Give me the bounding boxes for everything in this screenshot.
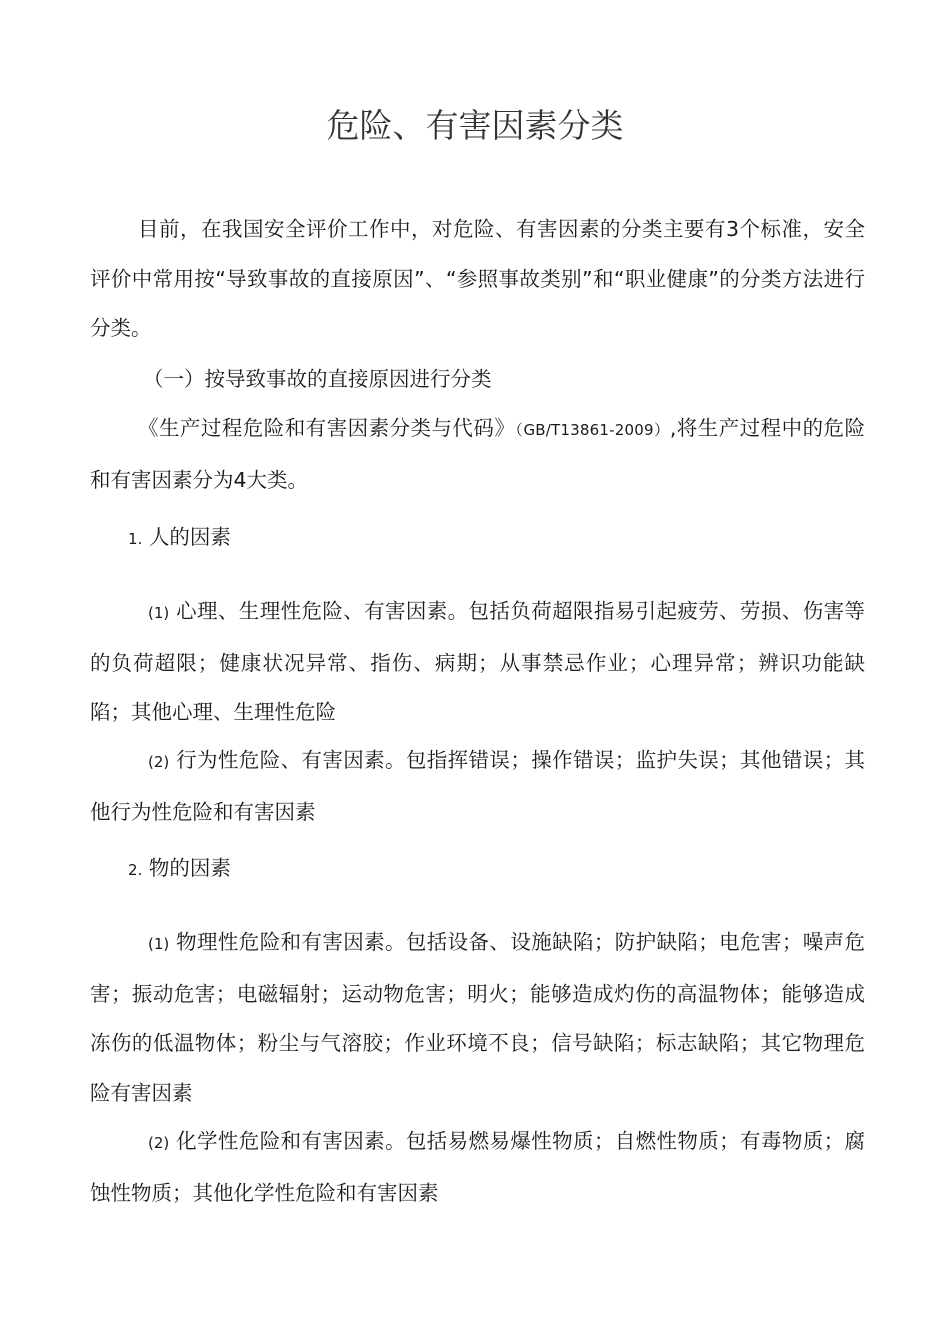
standard-code: （GB/T13861-2009）: [515, 421, 670, 439]
category-number: 2.: [128, 861, 143, 879]
category-label: 人的因素: [148, 525, 231, 549]
item-text: 化学性危险和有害因素。包括易燃易爆性物质；自燃性物质；有毒物质；腐蚀性物质；其他化学性危险和有害因素: [90, 1129, 865, 1205]
section-heading: （一）按导致事故的直接原因进行分类: [143, 367, 492, 391]
category-heading-human: [128, 522, 231, 554]
item-number: (2): [148, 753, 170, 771]
item-number: (2): [148, 1134, 170, 1152]
item-text: 心理、生理性危险、有害因素。包括负荷超限指易引起疲劳、劳损、伤害等的负荷超限；健康状况异常、指伤、病期；从事禁忌作业；心理异常；辨识功能缺陷；其他心理、生理性危险: [90, 599, 865, 724]
document-title: 危险、有害因素分类: [326, 106, 624, 145]
category-heading-material: [128, 853, 231, 885]
list-item: [90, 587, 865, 738]
standard-paragraph: [90, 404, 865, 505]
item-number: (1): [148, 935, 170, 953]
intro-paragraph: 目前，在我国安全评价工作中，对危险、有害因素的分类主要有3个标准，安全评价中常用按“导致事故的直接原因”、“参照事故类别”和“职业健康”的分类方法进行分类。: [90, 217, 865, 340]
list-item: [90, 918, 865, 1118]
category-label: 物的因素: [148, 856, 231, 880]
standard-title: 《生产过程危险和有害因素分类与代码》: [138, 416, 516, 440]
standard-description: ,将生产过程中的危险和有害因素分为4大类。: [90, 416, 865, 492]
list-item: [90, 1117, 865, 1218]
category-number: 1.: [128, 530, 143, 548]
item-text: 行为性危险、有害因素。包指挥错误；操作错误；监护失误；其他错误；其他行为性危险和有害因素: [90, 748, 865, 824]
item-text: 物理性危险和有害因素。包括设备、设施缺陷；防护缺陷；电危害；噪声危害；振动危害；电磁辐射；运动物危害；明火；能够造成灼伤的高温物体；能够造成冻伤的低温物体；粉尘与气溶胶；作业环境不良；信号缺陷；标志缺陷；其它物理危险有害因素: [90, 930, 865, 1105]
list-item: [90, 736, 865, 837]
item-number: (1): [148, 604, 170, 622]
